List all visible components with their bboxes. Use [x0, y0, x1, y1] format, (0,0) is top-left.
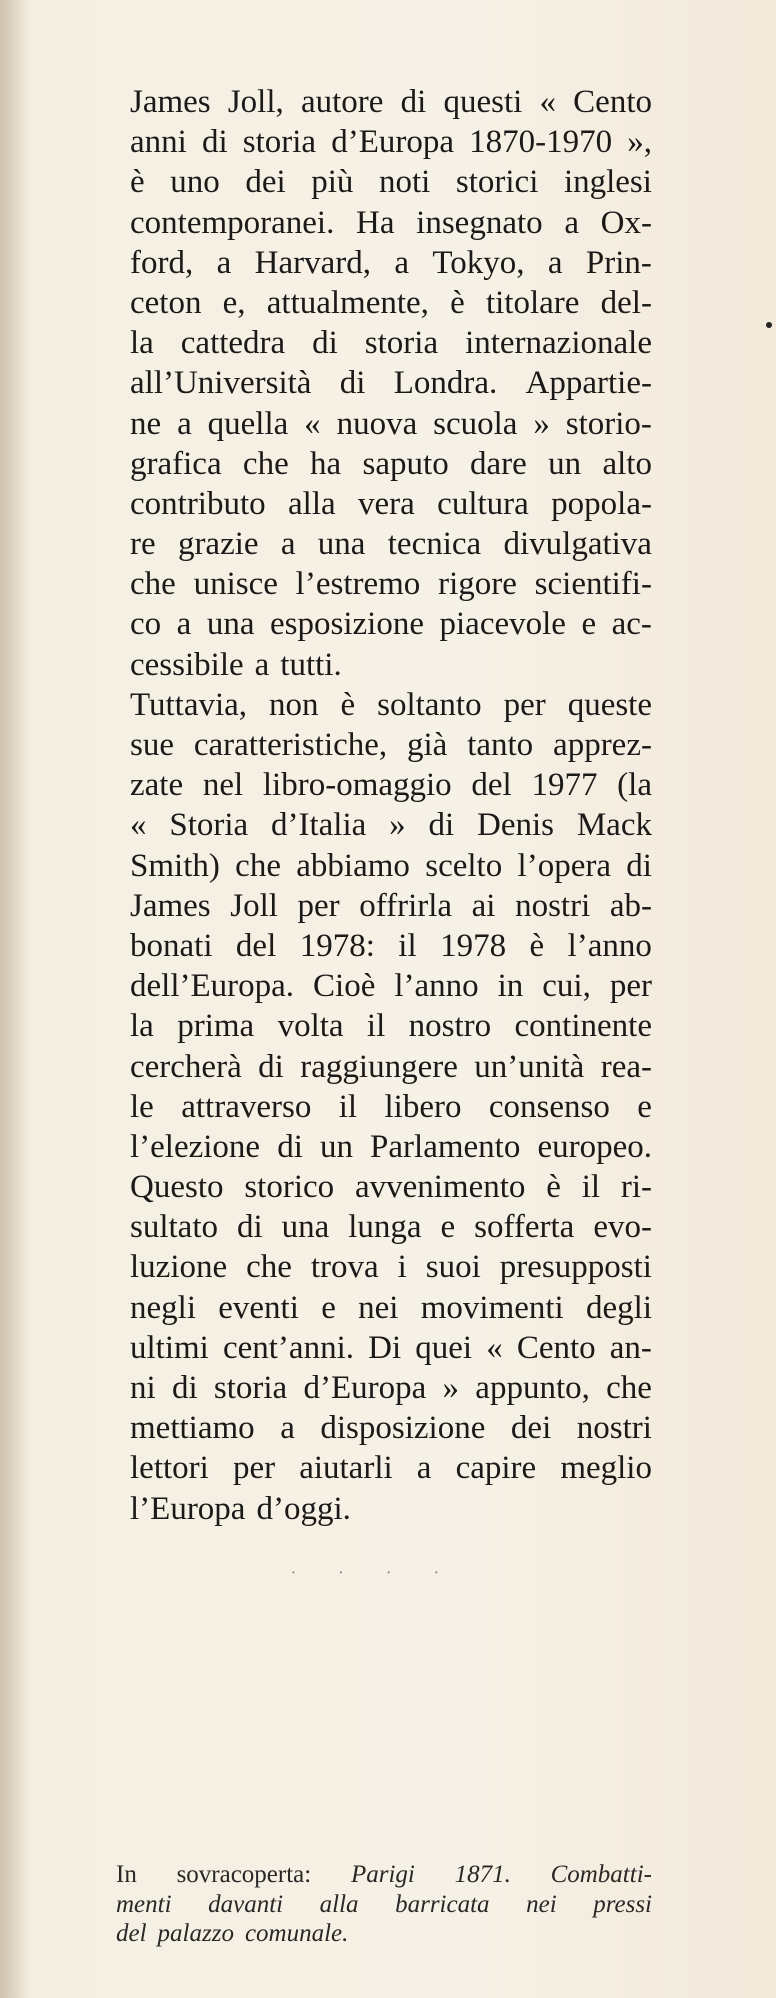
word: uno	[170, 164, 220, 201]
text-line	[130, 122, 652, 162]
word: Tuttavia,	[130, 686, 248, 723]
word: l’elezione	[130, 1128, 261, 1165]
word: Joll	[230, 887, 278, 924]
word: l’anno	[394, 968, 479, 1005]
word: unisce	[193, 566, 278, 603]
text-line	[130, 1408, 652, 1448]
word: di	[258, 1048, 284, 1085]
word: l’estremo	[295, 566, 421, 603]
page-edge-shadow	[0, 0, 28, 1998]
word: popola-	[551, 485, 652, 522]
word: all’Università	[130, 365, 312, 402]
word: ni	[130, 1370, 156, 1406]
word: ai	[471, 887, 496, 924]
caption-word: comunale.	[244, 1920, 349, 1947]
word: storia	[364, 325, 439, 362]
text-line	[130, 1288, 652, 1328]
word: 1977	[531, 767, 598, 804]
margin-dot	[766, 322, 772, 328]
word: storici	[455, 164, 539, 201]
word: avvenimento	[354, 1169, 526, 1206]
word: sultato	[130, 1209, 218, 1246]
text-line	[130, 1247, 652, 1287]
text-line	[130, 765, 652, 805]
text-line	[130, 1368, 652, 1408]
word: a	[416, 1450, 432, 1487]
word: »	[389, 807, 406, 844]
word: e,	[222, 284, 246, 321]
word: sofferta	[474, 1209, 575, 1246]
text-line	[130, 846, 652, 886]
word: »,	[627, 124, 652, 161]
word: di	[171, 1370, 198, 1406]
word: apprez-	[553, 727, 652, 763]
word: ford,	[130, 244, 194, 281]
word: appunto,	[475, 1370, 590, 1406]
paragraph	[130, 685, 652, 1529]
word: Londra.	[393, 365, 498, 402]
word: raggiungere	[300, 1048, 458, 1085]
text-line	[130, 444, 652, 484]
word: continente	[514, 1008, 652, 1045]
word: il	[581, 1169, 601, 1206]
word: evo-	[593, 1209, 652, 1246]
word: per	[232, 1450, 276, 1487]
word: «	[304, 405, 321, 442]
caption-word: pressi	[593, 1890, 652, 1918]
word: a	[547, 244, 563, 281]
word: d’Europa	[303, 1370, 427, 1406]
word: quella	[207, 405, 289, 442]
word: di	[201, 124, 228, 161]
caption-word: Combatti-	[550, 1861, 652, 1888]
word: »	[442, 1370, 460, 1406]
cover-caption	[116, 1860, 652, 1949]
word: è	[546, 1169, 561, 1206]
word: e	[321, 1289, 336, 1326]
word: abbiamo	[296, 847, 410, 884]
text-line	[130, 323, 652, 363]
word: ha	[310, 445, 342, 482]
word: eventi	[218, 1289, 299, 1326]
word: tecnica	[387, 526, 482, 563]
word: storia	[213, 1370, 288, 1406]
caption-word: menti	[116, 1890, 172, 1918]
text-line	[130, 966, 652, 1006]
word: «	[539, 84, 556, 120]
caption-word: del	[116, 1920, 147, 1947]
word: attraverso	[181, 1088, 312, 1125]
word: per	[609, 968, 652, 1005]
word: per	[503, 686, 546, 723]
word: «	[130, 807, 147, 844]
text-line	[130, 805, 652, 845]
word: è	[450, 284, 465, 321]
caption-word: Parigi	[350, 1861, 415, 1888]
word: a	[254, 646, 270, 683]
word: divulgativa	[503, 526, 652, 563]
word: la	[130, 1008, 154, 1045]
word: nostri	[515, 887, 591, 924]
caption-line	[116, 1890, 652, 1920]
word: consenso	[488, 1088, 610, 1125]
word: libro-omaggio	[262, 767, 452, 804]
word: di	[339, 365, 366, 402]
word: Prin-	[585, 244, 652, 281]
word: già	[407, 727, 448, 763]
word: che	[242, 445, 289, 482]
word: Harvard,	[254, 244, 371, 281]
word: Cento	[516, 1329, 596, 1366]
word: disposizione	[320, 1410, 486, 1447]
word: le	[130, 1088, 154, 1125]
text-line	[130, 645, 652, 685]
text-line	[130, 886, 652, 926]
decorative-dots: · · · ·	[290, 1562, 458, 1584]
word: l’opera	[517, 847, 611, 884]
text-line	[130, 1087, 652, 1127]
word: Storia	[169, 807, 249, 844]
word: cercherà	[130, 1048, 242, 1085]
word: a	[216, 244, 232, 281]
caption-word: barricata	[395, 1890, 490, 1918]
word: caratteristiche,	[193, 727, 388, 763]
word: soltanto	[377, 686, 482, 723]
word: lunga	[348, 1209, 422, 1246]
text-line	[130, 725, 652, 765]
word: sue	[130, 727, 174, 763]
word: ultimi	[130, 1329, 209, 1366]
word: Joll,	[227, 84, 284, 120]
word: ac-	[611, 606, 652, 643]
word: il	[338, 1088, 358, 1125]
word: lettori	[130, 1450, 209, 1487]
caption-word: 1871.	[454, 1861, 511, 1888]
word: d’Europa	[331, 124, 454, 161]
word: nel	[202, 767, 244, 804]
word: co	[130, 606, 162, 643]
word: di	[626, 847, 652, 884]
word: alto	[602, 445, 652, 482]
word: presupposti	[499, 1249, 652, 1286]
word: è	[130, 164, 145, 201]
word: l’Europa	[130, 1490, 246, 1527]
word: di	[312, 325, 338, 362]
word: «	[486, 1329, 503, 1366]
word: nei	[358, 1289, 399, 1326]
word: a	[177, 405, 192, 442]
word: scelto	[425, 847, 503, 884]
word: an-	[609, 1329, 652, 1366]
word: negli	[130, 1289, 196, 1326]
word: grafica	[130, 445, 222, 482]
caption-word: nei	[526, 1890, 557, 1918]
text-line	[130, 524, 652, 564]
word: dell’Europa.	[130, 968, 295, 1005]
caption-line	[116, 1860, 652, 1890]
text-line	[130, 1047, 652, 1087]
word: Ox-	[600, 204, 652, 241]
text-line	[130, 404, 652, 444]
word: tanto	[467, 727, 534, 763]
word: re	[130, 526, 156, 563]
word: volta	[277, 1008, 344, 1045]
word: nostri	[576, 1410, 652, 1447]
word: una	[281, 1209, 330, 1246]
word: rigore	[438, 566, 517, 603]
word: capire	[455, 1450, 537, 1487]
caption-word: palazzo	[157, 1920, 234, 1947]
paragraph	[130, 82, 652, 685]
word: in	[497, 968, 524, 1005]
text-line	[130, 283, 652, 323]
word: ceton	[130, 284, 202, 321]
text-line	[130, 1006, 652, 1046]
word: Denis	[477, 807, 554, 844]
word: e	[637, 1088, 652, 1125]
word: il	[366, 1008, 386, 1045]
word: di	[236, 1209, 263, 1246]
word: e	[440, 1209, 456, 1246]
text-line	[130, 1167, 652, 1207]
text-line	[130, 484, 652, 524]
text-line	[130, 1489, 652, 1529]
flap-body-text	[130, 82, 652, 1529]
word: Mack	[576, 807, 652, 844]
word: cessibile	[130, 646, 244, 683]
word: bonati	[130, 927, 213, 964]
word: quei	[415, 1329, 473, 1366]
word: e	[581, 606, 597, 643]
word: storia	[242, 124, 317, 161]
word: inglesi	[563, 164, 652, 201]
word: del-	[600, 284, 652, 321]
text-line	[130, 82, 652, 122]
word: saputo	[362, 445, 449, 482]
word: dare	[470, 445, 527, 482]
word: Cento	[573, 84, 652, 120]
word: Questo	[130, 1169, 224, 1206]
word: scientifi-	[534, 566, 652, 603]
word: 1870-1970	[469, 124, 613, 161]
word: Smith)	[130, 847, 220, 884]
word: Di	[368, 1329, 402, 1366]
text-line	[130, 1127, 652, 1167]
word: è	[529, 927, 545, 964]
word: l’anno	[567, 927, 652, 964]
word: dei	[245, 164, 286, 201]
word: suoi	[425, 1249, 481, 1286]
word: del	[235, 927, 277, 964]
word: che	[130, 566, 176, 603]
word: d’Italia	[271, 807, 367, 844]
word: un	[319, 1128, 353, 1165]
word: non	[269, 686, 319, 723]
word: internazionale	[465, 325, 652, 362]
word: prima	[177, 1008, 255, 1045]
word: degli	[586, 1289, 652, 1326]
word: a	[280, 526, 296, 563]
word: attualmente,	[266, 284, 429, 321]
word: storico	[244, 1169, 335, 1206]
word: più	[311, 164, 354, 201]
word: noti	[378, 164, 431, 201]
text-line	[130, 604, 652, 644]
caption-word: davanti	[208, 1890, 284, 1918]
caption-word: sovracoperta:	[176, 1861, 312, 1888]
text-line	[130, 926, 652, 966]
word: contemporanei.	[130, 204, 335, 241]
text-line	[130, 203, 652, 243]
word: James	[130, 887, 211, 924]
word: cui,	[542, 968, 591, 1005]
word: del	[471, 767, 512, 804]
caption-line	[116, 1919, 652, 1949]
word: Parlamento	[370, 1128, 521, 1165]
word: un’unità	[474, 1048, 585, 1085]
word: dei	[510, 1410, 552, 1447]
word: di	[277, 1128, 303, 1165]
word: libero	[384, 1088, 462, 1125]
word: alla	[288, 485, 336, 522]
word: cent’anni.	[222, 1329, 354, 1366]
word: trova	[310, 1249, 379, 1286]
word: ri-	[620, 1169, 652, 1206]
word: il	[398, 927, 417, 964]
caption-word: In	[116, 1861, 137, 1888]
word: anni	[130, 124, 187, 161]
text-line	[130, 564, 652, 604]
word: aiutarli	[299, 1450, 393, 1487]
word: a	[564, 204, 579, 241]
word: cattedra	[180, 325, 286, 362]
word: rea-	[600, 1048, 652, 1085]
word: offrirla	[359, 887, 453, 924]
word: d’oggi.	[256, 1490, 351, 1527]
word: Ha	[356, 204, 395, 241]
word: James	[130, 84, 211, 120]
word: scuola	[433, 405, 518, 442]
word: di	[400, 84, 427, 120]
word: meglio	[560, 1450, 652, 1487]
word: queste	[567, 686, 652, 723]
word: i	[397, 1249, 407, 1286]
word: questi	[443, 84, 523, 120]
word: mettiamo	[130, 1410, 255, 1447]
word: a	[394, 244, 410, 281]
word: una	[317, 526, 366, 563]
word: di	[428, 807, 455, 844]
word: (la	[617, 767, 652, 804]
word: cultura	[437, 485, 529, 522]
word: a	[176, 606, 192, 643]
text-line	[130, 1328, 652, 1368]
text-line	[130, 1448, 652, 1488]
word: nuova	[336, 405, 418, 442]
word: luzione	[130, 1249, 228, 1286]
word: insegnato	[416, 204, 543, 241]
word: europeo.	[537, 1128, 652, 1165]
word: grazie	[177, 526, 259, 563]
word: titolare	[485, 284, 580, 321]
word: una	[206, 606, 255, 643]
word: 1978	[440, 927, 507, 964]
word: Appartie-	[525, 365, 652, 402]
word: zate	[130, 767, 184, 804]
text-line	[130, 243, 652, 283]
word: per	[297, 887, 340, 924]
text-line	[130, 1207, 652, 1247]
text-line	[130, 685, 652, 725]
word: che	[246, 1249, 292, 1286]
text-line	[130, 363, 652, 403]
word: vera	[358, 485, 415, 522]
word: contributo	[130, 485, 266, 522]
word: 1978:	[299, 927, 375, 964]
word: piacevole	[439, 606, 566, 643]
word: Cioè	[313, 968, 376, 1005]
word: che	[606, 1370, 652, 1406]
word: che	[235, 847, 281, 884]
word: esposizione	[270, 606, 424, 643]
caption-word: alla	[319, 1890, 359, 1918]
word: a	[280, 1410, 295, 1447]
word: è	[340, 686, 356, 723]
word: autore	[300, 84, 384, 120]
word: »	[533, 405, 550, 442]
word: ab-	[609, 887, 652, 924]
word: ne	[130, 405, 162, 442]
word: nostro	[408, 1008, 492, 1045]
word: un	[548, 445, 582, 482]
word: Tokyo,	[432, 244, 525, 281]
text-line	[130, 162, 652, 202]
word: movimenti	[420, 1289, 564, 1326]
word: tutti.	[280, 646, 342, 683]
word: storio-	[565, 405, 652, 442]
word: la	[130, 325, 154, 362]
